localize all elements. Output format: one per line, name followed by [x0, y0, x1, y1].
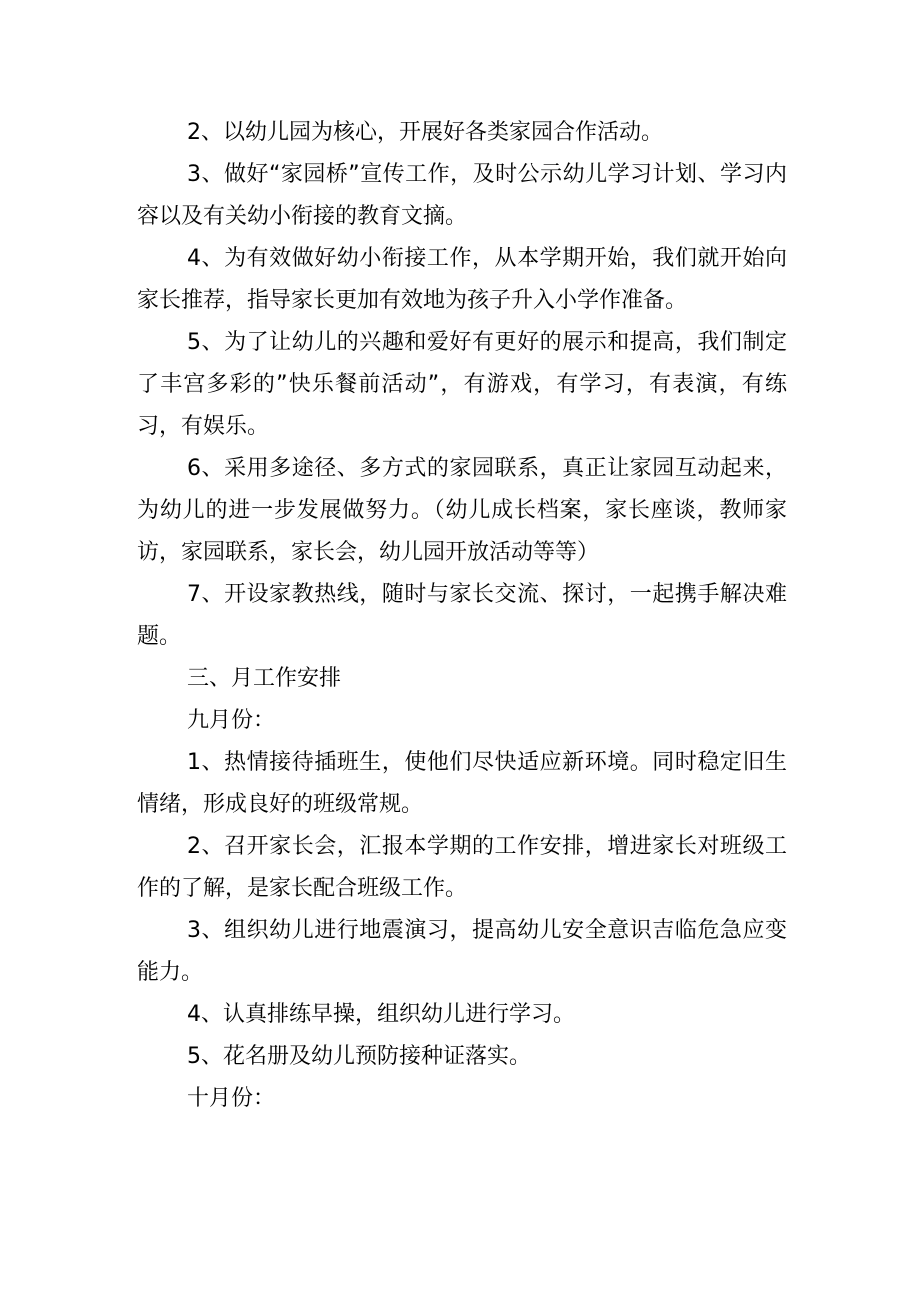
september-item-1: 1、热情接待插班生，使他们尽快适应新环境。同时稳定旧生情绪，形成良好的班级常规。 — [137, 750, 787, 817]
month-heading-september: 九月份： — [187, 708, 276, 733]
paragraph-item-7: 7、开设家教热线，随时与家长交流、探讨，一起携手解决难题。 — [137, 582, 787, 649]
section-heading-monthly-plan: 三、月工作安排 — [187, 666, 342, 691]
september-item-2: 2、召开家长会，汇报本学期的工作安排，增进家长对班级工作的了解，是家长配合班级工作。 — [137, 834, 787, 901]
document-body — [137, 112, 787, 1120]
september-item-4: 4、认真排练早操，组织幼儿进行学习。 — [187, 1002, 575, 1027]
paragraph-item-3: 3、做好“家园桥”宣传工作，及时公示幼儿学习计划、学习内容以及有关幼小衔接的教育文摘。 — [137, 162, 787, 229]
month-heading-october: 十月份： — [187, 1086, 276, 1111]
paragraph-item-6: 6、采用多途径、多方式的家园联系，真正让家园互动起来，为幼儿的进一步发展做努力。（幼儿成长档案，家长座谈，教师家访，家园联系，家长会，幼儿园开放活动等等） — [137, 456, 787, 565]
paragraph-item-2: 2、以幼儿园为核心，开展好各类家园合作活动。 — [187, 120, 663, 145]
paragraph-item-4: 4、为有效做好幼小衔接工作，从本学期开始，我们就开始向家长推荐，指导家长更加有效地为孩子升入小学作准备。 — [137, 246, 787, 313]
september-item-3: 3、组织幼儿进行地震演习，提高幼儿安全意识吉临危急应变能力。 — [137, 918, 787, 985]
paragraph-item-5: 5、为了让幼儿的兴趣和爱好有更好的展示和提高，我们制定了丰宫多彩的”快乐餐前活动”，有游戏，有学习，有表演，有练习，有娱乐。 — [137, 330, 787, 439]
september-item-5: 5、花名册及幼儿预防接种证落实。 — [187, 1044, 531, 1069]
